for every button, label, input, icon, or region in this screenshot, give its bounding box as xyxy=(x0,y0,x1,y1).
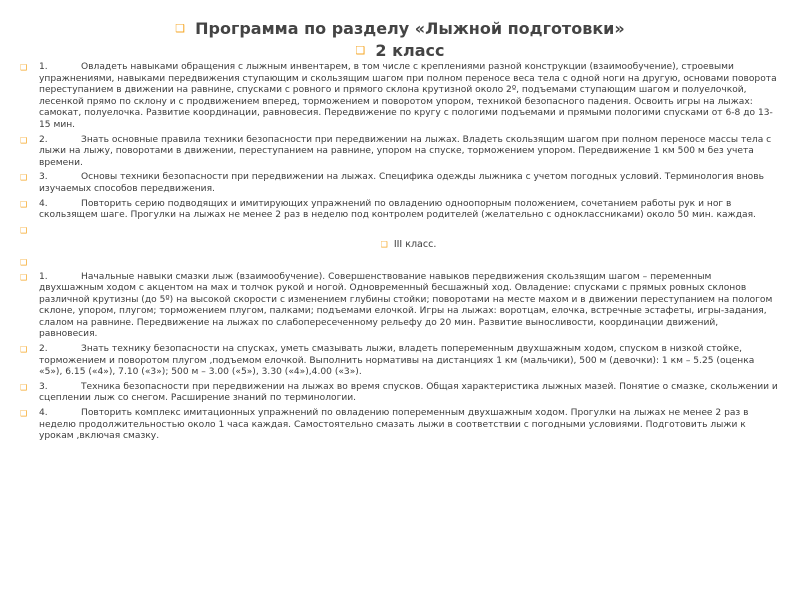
item-text: Начальные навыки смазки лыж (взаимообучение). Совершенствование навыков передвижения скользящим шагом – переменным двухшажным ходом с акцентом на мах и толчок рукой и ногой. Одновременный бесшажный ход. Овладение: спусками с прямых ровных склонов различной крутизны (до 5º) на высокой скорости с изменением глубины стойки; поворотами на месте махом и в движении переступанием на пологом склоне, упором, плугом; торможением плугом, палками; подъемами елочкой. Игры на лыжах: воротцам, елочка, встречные эстафеты, игры-задания, слалом на равнине. Передвижение на лыжах по слабопересеченному рельефу до 20 мин. Развитие выносливости, координации движений, равновесия. xyxy=(39,271,773,340)
item-text: Овладеть навыками обращения с лыжным инвентарем, в том числе с креплениями разной конструкции (взаимообучение), строевыми упражнениями, навыками передвижения ступающим и скользящим шагом при полном переносе веса тела с одной ноги на другую, основами поворота переступанием в движении на равнине, спусками с ровного и прямого склона крутизной около 2º, подъемами ступающим шагом и полуелочкой, лесенкой прямо по склону и с продвижением вперед, торможением и поворотом упором, техникой безопасного падения. Освоить игры на лыжах: самокат, полуелочка. Развитие координации, равновесия. Передвижение по кругу с пологими подъемами и прямыми пологими спусками от 6-8 до 13-15 мин. xyxy=(39,62,777,130)
bullet-icon: ❑ xyxy=(20,225,28,235)
list-item xyxy=(20,382,778,405)
item-text: Знать технику безопасности на спусках, уметь смазывать лыжи, владеть попеременным двухшажным ходом, спуском в низкой стойке, торможением и поворотом плугом ,подъемом елочкой. Выполнить нормативы на дистанциях 1 км (мальчики), 500 м (девочки): 1 км – 5.25 (оценка «5»), 6.15 («4»), 7.10 («3»); 500 м – 3.00 («5»), 3.30 («4»),4.00 («3»). xyxy=(39,344,755,378)
item-text: Основы техники безопасности при передвижении на лыжах. Специфика одежды лыжника с учетом погодных условий. Терминология вновь изучаемых способов передвижения. xyxy=(39,172,764,194)
list-item xyxy=(20,199,778,222)
list-item xyxy=(20,272,778,342)
bullet-icon: ❑ xyxy=(20,257,28,267)
slide-subtitle xyxy=(0,41,800,60)
bullet-icon: ❑ xyxy=(20,173,28,183)
bullet-icon: ❑ xyxy=(20,63,28,72)
bullet-icon: ❑ xyxy=(20,382,28,392)
item-text: Повторить серию подводящих и имитирующих упражнений по овладению одноопорным положением, сочетанием работы рук и ног в скользящем шаге. Прогулки на лыжах не менее 2 раз в неделю под контролем родителей (желательно с одноклассниками) около 50 мин. каждая. xyxy=(39,198,756,221)
bullet-icon: ❑ xyxy=(20,135,28,145)
item-number: 4. xyxy=(39,408,48,419)
bullet-icon: ❑ xyxy=(20,409,28,419)
item-number: 1. xyxy=(39,62,48,72)
section-heading xyxy=(20,239,778,251)
slide-title xyxy=(0,19,800,38)
heading-bullet-icon: ❑ xyxy=(380,240,388,250)
item-text: Техника безопасности при передвижении на лыжах во время спусков. Общая характеристика лыжных мазей. Понятие о смазке, скольжении и сцеплении лыж со снегом. Расширение знаний по терминологии. xyxy=(39,381,778,404)
list-item xyxy=(20,344,778,379)
slide-subtitle-text: 2 класс xyxy=(375,41,445,60)
list-item xyxy=(20,172,778,195)
content-body xyxy=(20,62,778,446)
item-number: 2. xyxy=(39,344,48,355)
item-number: 3. xyxy=(39,381,48,392)
subtitle-bullet-icon: ❑ xyxy=(355,44,366,57)
empty-list-item xyxy=(20,225,778,237)
item-number: 1. xyxy=(39,271,48,282)
item-number: 4. xyxy=(39,198,48,209)
bullet-icon: ❑ xyxy=(20,345,28,355)
bullet-icon: ❑ xyxy=(20,272,28,282)
item-number: 2. xyxy=(39,134,48,145)
title-bullet-icon: ❑ xyxy=(175,22,186,35)
section-heading-text: III класс. xyxy=(393,239,437,251)
item-text: Повторить комплекс имитационных упражнений по овладению попеременным двухшажным ходом. Прогулки на лыжах не менее 2 раз в неделю продолжительностью около 1 часа каждая. Самостоятельно смазать лыжи в соответствии с погодными условиями. Подготовить лыжи к урокам ,включая смазку. xyxy=(39,408,749,442)
list-item xyxy=(20,62,778,132)
slide-title-text: Программа по разделу «Лыжной подготовки» xyxy=(195,19,625,38)
bullet-icon: ❑ xyxy=(20,199,28,209)
item-text: Знать основные правила техники безопасности при передвижении на лыжах. Владеть скользящим шагом при полном переносе массы тела с лыжи на лыжу, поворотами в движении, переступанием на равнине, упором на спуске, торможением упором. Передвижение 1 км 500 м без учета времени. xyxy=(39,134,772,168)
list-item xyxy=(20,135,778,170)
empty-list-item xyxy=(20,257,778,269)
list-item xyxy=(20,408,778,443)
item-number: 3. xyxy=(39,172,48,183)
